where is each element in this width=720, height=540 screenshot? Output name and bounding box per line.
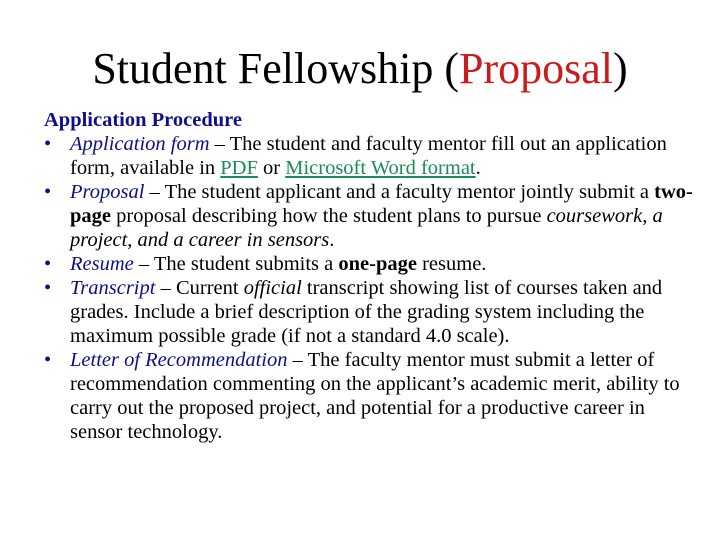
- item-bold: two-page: [70, 181, 693, 227]
- bullet-icon: •: [44, 253, 52, 275]
- item-text: or: [257, 157, 286, 179]
- list-item-proposal: [44, 180, 694, 252]
- item-dash: –: [144, 181, 165, 203]
- item-dash: –: [133, 253, 154, 275]
- item-term: Application form: [70, 133, 210, 155]
- bullet-icon: •: [44, 349, 52, 371]
- item-text: .: [475, 157, 481, 179]
- slide-title: [0, 42, 720, 96]
- item-text: resume.: [416, 253, 487, 275]
- section-heading: Application Procedure: [44, 109, 242, 131]
- item-text: The student applicant and a faculty mentor jointly submit a: [164, 181, 655, 203]
- item-text: The student and faculty mentor fill out an application form, available in: [70, 133, 667, 179]
- pdf-link[interactable]: PDF: [220, 157, 258, 179]
- item-italic: coursework, a project, and a career in sensors: [70, 205, 663, 251]
- bullet-icon: •: [44, 181, 52, 203]
- item-term: Proposal: [70, 181, 145, 203]
- item-dash: –: [155, 277, 176, 299]
- list-item-letter-of-recommendation: [44, 348, 694, 444]
- item-dash: –: [287, 349, 308, 371]
- item-term: Transcript: [70, 277, 156, 299]
- item-term: Resume: [70, 253, 134, 275]
- procedure-list: [44, 132, 694, 444]
- title-accent: Proposal: [459, 44, 614, 93]
- bullet-icon: •: [44, 133, 52, 155]
- title-main: Student Fellowship (: [92, 44, 460, 93]
- list-item-application-form: [44, 132, 694, 180]
- item-text: proposal describing how the student plans to pursue: [111, 205, 547, 227]
- item-dash: –: [209, 133, 230, 155]
- item-text: transcript showing list of courses taken and grades. Include a brief description of the grading system including the maximum possible grade (if not a standard 4.0 scale).: [70, 277, 663, 347]
- slide-body: [44, 108, 694, 444]
- list-item-transcript: [44, 276, 694, 348]
- item-text: Current: [175, 277, 244, 299]
- item-text: .: [329, 229, 335, 251]
- item-bold: one-page: [338, 253, 417, 275]
- word-format-link[interactable]: Microsoft Word format: [285, 157, 476, 179]
- list-item-resume: [44, 252, 694, 276]
- item-text: The student submits a: [153, 253, 339, 275]
- title-end: ): [613, 44, 628, 93]
- bullet-icon: •: [44, 277, 52, 299]
- item-italic: official: [243, 277, 302, 299]
- item-text: The faculty mentor must submit a letter of recommendation commenting on the applicant’s academic merit, ability to carry out the proposed project, and potential for a productive career in sensor technology.: [70, 349, 680, 443]
- item-term: Letter of Recommendation: [70, 349, 288, 371]
